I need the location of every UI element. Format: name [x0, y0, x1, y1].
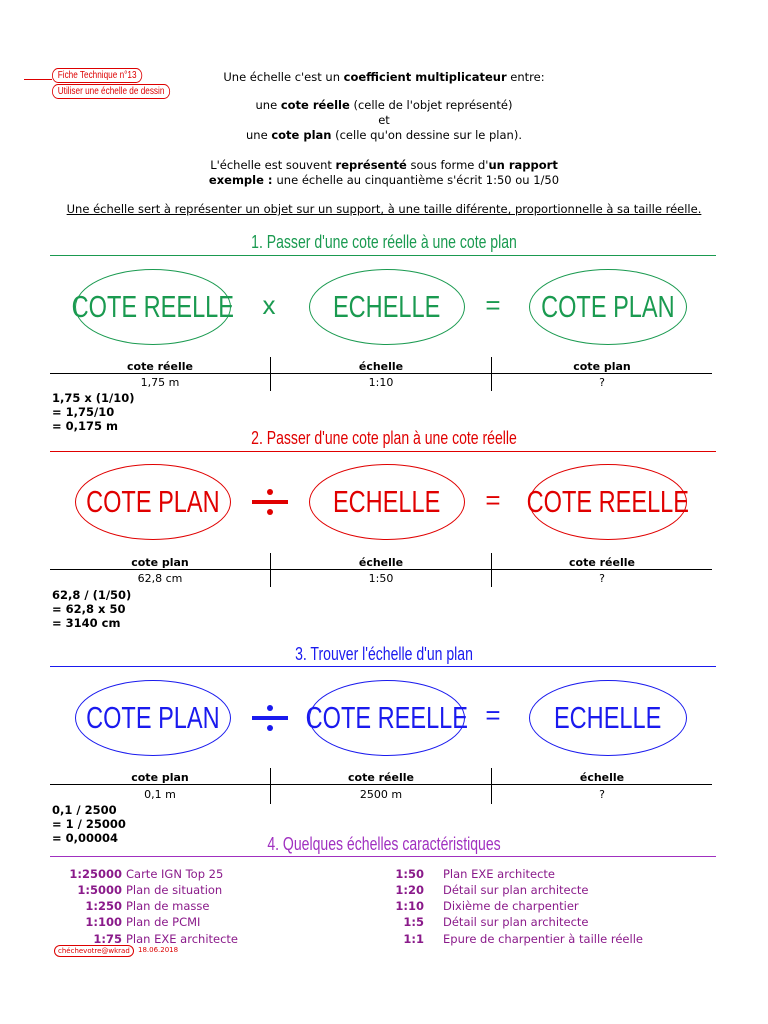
- calc-line: = 0,175 m: [52, 419, 119, 433]
- intro-line-1: [0, 70, 768, 84]
- section-4-title: 4. Quelques échelles caractéristiques: [267, 834, 501, 854]
- ellipse-cote-plan: [75, 680, 231, 756]
- intro-text: une: [255, 98, 281, 112]
- table-cell: 1:10: [368, 376, 394, 389]
- intro-text: sous forme d': [406, 158, 489, 172]
- table-header: cote réelle: [127, 360, 193, 373]
- scale-desc: Plan EXE architecte: [126, 932, 239, 946]
- scale-code: 1:5000: [77, 883, 122, 897]
- calculation-1: [52, 391, 135, 433]
- ellipse-label: ECHELLE: [554, 700, 662, 735]
- ellipse-label: ECHELLE: [333, 289, 441, 324]
- intro-text: L'échelle est souvent: [210, 158, 336, 172]
- scale-desc: Carte IGN Top 25: [126, 867, 224, 881]
- ellipse-label: COTE REELLE: [526, 484, 690, 519]
- scale-desc: Détail sur plan architecte: [443, 915, 589, 929]
- table-header: cote réelle: [348, 771, 414, 784]
- scale-desc: Epure de charpentier à taille réelle: [443, 932, 643, 946]
- intro-text: une: [246, 128, 272, 142]
- intro-line-3: et: [378, 113, 390, 127]
- scale-desc: Détail sur plan architecte: [443, 883, 589, 897]
- table-cell: 1:50: [368, 572, 394, 585]
- ellipse-cote-reelle: [526, 464, 690, 540]
- intro-text: (celle qu'on dessine sur le plan).: [331, 128, 522, 142]
- table-header: échelle: [358, 360, 404, 373]
- scale-desc: Plan de situation: [126, 883, 223, 897]
- intro-line-6: [0, 173, 768, 187]
- ellipse-label: ECHELLE: [333, 484, 441, 519]
- ellipse-label: COTE PLAN: [86, 484, 220, 519]
- ellipse-cote-reelle: [71, 269, 235, 345]
- calc-line: = 1 / 25000: [52, 817, 126, 831]
- scale-desc: Plan de masse: [126, 899, 210, 913]
- table-header: échelle: [358, 556, 404, 569]
- footer-date: 18.06.2018: [138, 946, 179, 954]
- section-2-rule: [50, 451, 716, 452]
- footer-signature: chéchevotre@wkrad: [58, 947, 130, 955]
- section-1-rule: [50, 255, 716, 256]
- ellipse-label: COTE PLAN: [86, 700, 220, 735]
- table-header: cote réelle: [569, 556, 635, 569]
- intro-line-5: [0, 158, 768, 172]
- calculation-2: [52, 588, 131, 630]
- scale-code: 1:100: [85, 915, 122, 929]
- table-cell: ?: [599, 376, 605, 389]
- intro-bold: cote réelle: [280, 98, 350, 112]
- scale-desc: Plan EXE architecte: [443, 867, 556, 881]
- intro-text: Une échelle c'est un: [223, 70, 344, 84]
- ellipse-label: COTE PLAN: [541, 289, 675, 324]
- equals-operator: =: [485, 700, 501, 730]
- table-header: cote plan: [573, 360, 631, 373]
- intro-line-2: [0, 98, 768, 112]
- multiply-operator: x: [262, 290, 276, 320]
- fiche-subject-tag: Utiliser une échelle de dessin: [52, 84, 170, 99]
- section-2-title: 2. Passer d'une cote plan à une cote réelle: [251, 428, 517, 448]
- intro-bold: un rapport: [488, 158, 558, 172]
- ellipse-label: COTE REELLE: [305, 700, 469, 735]
- table-header: cote plan: [131, 556, 189, 569]
- table-cell: 0,1 m: [144, 788, 176, 801]
- fiche-number-tag: Fiche Technique n°13: [52, 68, 142, 83]
- ellipse-cote-plan: [75, 464, 231, 540]
- ellipse-label: COTE REELLE: [71, 289, 235, 324]
- section-3-rule: [50, 666, 716, 667]
- scale-code: 1:20: [395, 883, 424, 897]
- intro-text: entre:: [506, 70, 545, 84]
- calc-line: = 62,8 x 50: [52, 602, 126, 616]
- calc-line: 0,1 / 2500: [52, 803, 117, 817]
- ellipse-echelle: [309, 269, 465, 345]
- table-header: échelle: [579, 771, 625, 784]
- intro-bold: coefficient multiplicateur: [343, 70, 507, 84]
- table-cell: 2500 m: [359, 788, 403, 801]
- section-3-title: 3. Trouver l'échelle d'un plan: [295, 644, 473, 664]
- scale-code: 1:250: [85, 899, 122, 913]
- scale-desc: Dixième de charpentier: [443, 899, 579, 913]
- equals-operator: =: [485, 485, 501, 515]
- table-line: [50, 373, 712, 374]
- equals-operator: =: [485, 290, 501, 320]
- section-1-title: 1. Passer d'une cote réelle à une cote plan: [251, 232, 517, 252]
- scale-code: 1:1: [403, 932, 424, 946]
- intro-bold: cote plan: [271, 128, 332, 142]
- ellipse-echelle: [309, 464, 465, 540]
- scale-code: 1:75: [93, 932, 122, 946]
- intro-bold: exemple :: [208, 173, 277, 187]
- ellipse-cote-plan: [529, 269, 687, 345]
- table-cell: ?: [599, 788, 605, 801]
- table-cell: 1,75 m: [140, 376, 180, 389]
- intro-bold: représenté: [335, 158, 407, 172]
- footer-signature-tag: [54, 945, 134, 957]
- intro-text: (celle de l'objet représenté): [349, 98, 513, 112]
- calc-line: 1,75 x (1/10): [52, 391, 135, 405]
- scale-code: 1:50: [395, 867, 424, 881]
- intro-text: une échelle au cinquantième s'écrit 1:50 ou 1/50: [276, 173, 560, 187]
- scale-code: 1:5: [403, 915, 424, 929]
- table-cell: 62,8 cm: [137, 572, 183, 585]
- ellipse-echelle: [529, 680, 687, 756]
- scale-code: 1:25000: [69, 867, 122, 881]
- table-line: [50, 784, 712, 785]
- scale-code: 1:10: [395, 899, 424, 913]
- divide-icon: [252, 700, 288, 736]
- divide-icon: [252, 484, 288, 520]
- scale-desc: Plan de PCMI: [126, 915, 201, 929]
- table-cell: ?: [599, 572, 605, 585]
- calc-line: = 3140 cm: [52, 616, 121, 630]
- table-line: [50, 569, 712, 570]
- ellipse-cote-reelle: [305, 680, 469, 756]
- intro-line-7: Une échelle sert à représenter un objet sur un support, à une taille diférente, proportionnelle à sa taille réelle.: [66, 202, 702, 216]
- section-4-rule: [50, 856, 716, 857]
- table-header: cote plan: [131, 771, 189, 784]
- calc-line: 62,8 / (1/50): [52, 588, 132, 602]
- intro-line-4: [0, 128, 768, 142]
- calc-line: = 1,75/10: [52, 405, 115, 419]
- calc-line: = 0,00004: [52, 831, 119, 845]
